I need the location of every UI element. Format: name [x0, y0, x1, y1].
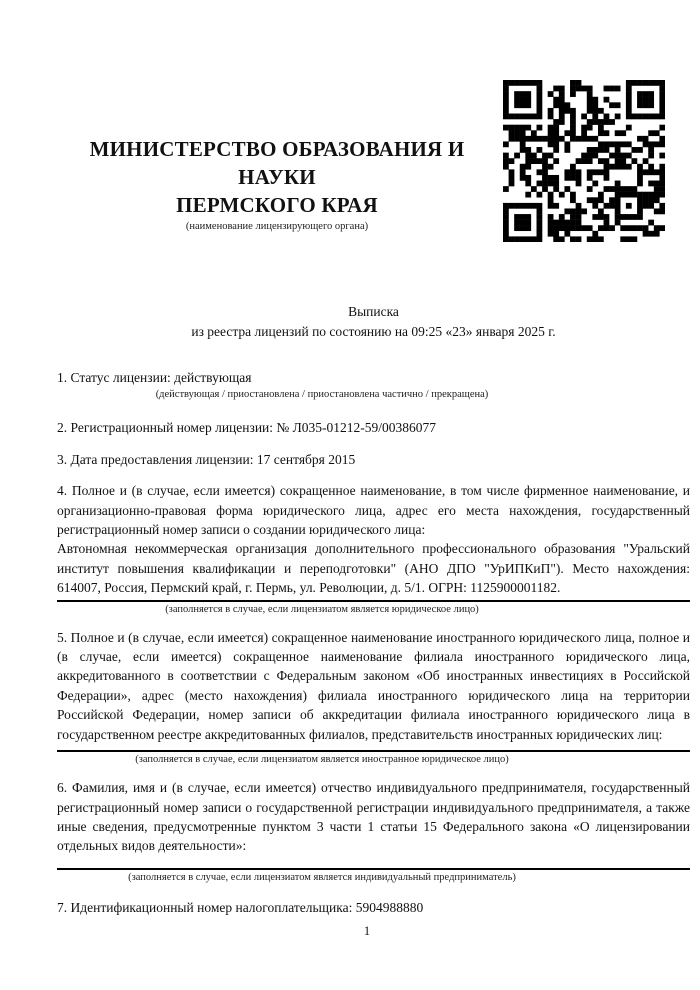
document-title	[57, 302, 690, 341]
field-text: 2. Регистрационный номер лицензии: № Л035-01212-59/00386077	[57, 420, 437, 436]
qr-code-icon	[503, 80, 665, 242]
document-title-line1: Выписка	[348, 304, 399, 319]
field-registration-number	[57, 418, 690, 437]
licensing-authority-block	[57, 80, 497, 233]
fill-in-rule	[57, 750, 690, 752]
fill-in-rule	[57, 600, 690, 602]
field-taxpayer-number	[57, 898, 690, 917]
field-text: 3. Дата предоставления лицензии: 17 сентября 2015	[57, 451, 356, 467]
document-title-line2: из реестра лицензий по состоянию на 09:25 «23» января 2025 г.	[191, 323, 556, 339]
document-body	[0, 302, 700, 917]
ministry-caption: (наименование лицензирующего органа)	[185, 221, 369, 232]
ministry-name-line1: МИНИСТЕРСТВО ОБРАЗОВАНИЯ И НАУКИ	[89, 137, 465, 189]
field-caption: (заполняется в случае, если лицензиатом является индивидуальный предприниматель)	[128, 871, 516, 883]
field-legal-entity	[57, 481, 690, 615]
field-text: 6. Фамилия, имя и (в случае, если имеется) отчество индивидуального предпринимателя, государственный регистрационный номер записи о государственной регистрации индивидуального предпринимателя, а также иные сведения, предусмотренные пунктом 3 части 1 статьи 15 Федерального закона «О лицензировании отдельных видов деятельности»:	[57, 780, 690, 854]
fill-in-rule	[57, 868, 690, 870]
document-header	[0, 0, 700, 242]
field-text: 5. Полное и (в случае, если имеется) сокращенное наименование иностранного юридического лица, полное и (в случае, если имеется) сокращенное наименование филиала иностранного юридического лица, аккредитованного в соответствии с Федеральным законом «Об иностранных инвестициях в Российской Федерации», адрес (место нахождения) филиала иностранного юридического лица на территории Российской Федерации, номер записи об аккредитации филиала иностранного юридического лица в государственном реестре аккредитованных филиалов, представительств иностранных юридических лиц:	[57, 629, 690, 742]
field-text: 1. Статус лицензии: действующая	[57, 370, 252, 385]
field-text: 4. Полное и (в случае, если имеется) сокращенное наименование, в том числе фирменное наименование, и организационно-правовая форма юридического лица, адрес его места нахождения, государственный регистрационный номер записи о создании юридического лица:	[57, 483, 690, 538]
field-foreign-entity	[57, 628, 690, 766]
field-license-status	[57, 368, 690, 401]
field-caption: (заполняется в случае, если лицензиатом является юридическое лицо)	[165, 603, 479, 615]
ministry-name-line2: ПЕРМСКОГО КРАЯ	[176, 193, 378, 217]
field-value: Автономная некоммерческая организация дополнительного профессионального образования "Уральский институт повышения квалификации и переподготовки" (АНО ДПО "УрИПКиП"). Место нахождения: 614007, Россия, Пермский край, г. Пермь, ул. Революции, д. 5/1. ОГРН: 1125900001182.	[57, 541, 690, 596]
page-number: 1	[363, 924, 371, 938]
field-caption: (заполняется в случае, если лицензиатом является иностранное юридическое лицо)	[135, 754, 509, 766]
field-license-date	[57, 450, 690, 469]
field-individual-entrepreneur	[57, 778, 690, 884]
field-text: 7. Идентификационный номер налогоплательщика: 5904988880	[57, 899, 424, 915]
field-caption: (действующая / приостановлена / приостановлена частично / прекращена)	[155, 389, 489, 401]
